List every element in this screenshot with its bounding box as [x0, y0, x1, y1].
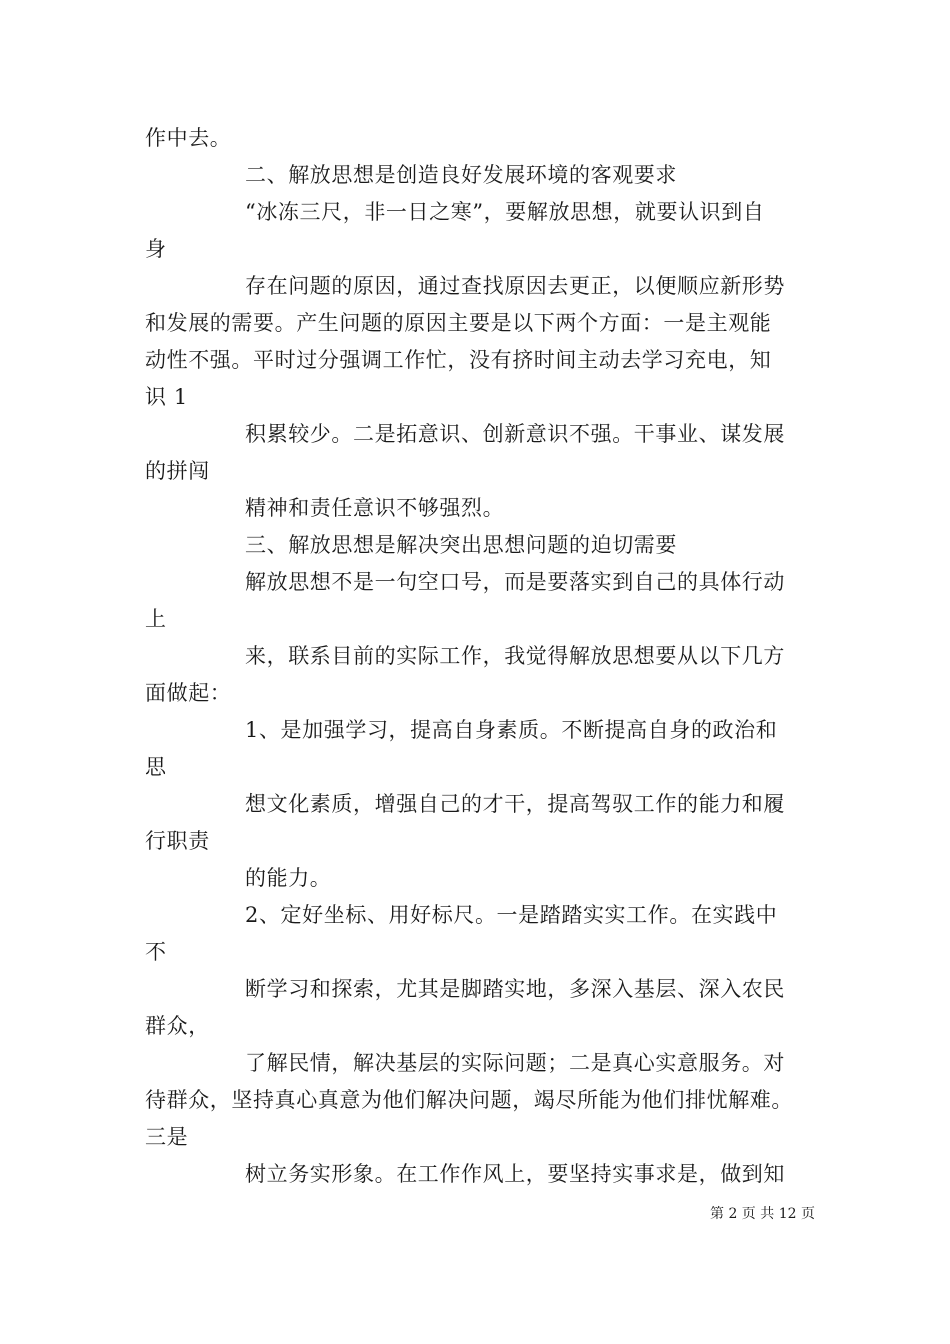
text-line: 的拼闯 — [145, 459, 210, 483]
text-line: 二、解放思想是创造良好发展环境的客观要求 — [245, 163, 677, 187]
document-body — [145, 120, 825, 1193]
text-line: 上 — [145, 607, 167, 631]
text-line: 的能力。 — [245, 866, 332, 890]
text-line: 思 — [145, 755, 167, 779]
page-footer: 第 2 页 共 12 页 — [710, 1206, 815, 1222]
text-line: 树立务实形象。在工作作风上，要坚持实事求是，做到知 — [245, 1162, 785, 1186]
text-line: 解放思想不是一句空口号，而是要落实到自己的具体行动 — [245, 570, 785, 594]
text-line: 积累较少。二是拓意识、创新意识不强。干事业、谋发展 — [245, 422, 785, 446]
text-line: “冰冻三尺，非一日之寒”，要解放思想，就要认识到自 — [245, 200, 765, 224]
text-line: 身 — [145, 237, 167, 261]
text-line: 精神和责任意识不够强烈。 — [245, 496, 505, 520]
text-line: 断学习和探索，尤其是脚踏实地，多深入基层、深入农民 — [245, 977, 785, 1001]
text-line: 存在问题的原因，通过查找原因去更正，以便顺应新形势 — [245, 274, 785, 298]
text-line: 想文化素质，增强自己的才干，提高驾驭工作的能力和履 — [245, 792, 785, 816]
text-line: 行职责 — [145, 829, 210, 853]
text-line: 2、定好坐标、用好标尺。一是踏踏实实工作。在实践中 — [245, 903, 778, 927]
text-line: 三、解放思想是解决突出思想问题的迫切需要 — [245, 533, 677, 557]
text-line: 面做起： — [145, 681, 232, 705]
text-line: 识 1 — [145, 385, 188, 409]
text-line: 待群众，坚持真心真意为他们解决问题，竭尽所能为他们排忧解难。 — [145, 1088, 793, 1112]
text-line: 群众， — [145, 1014, 210, 1038]
text-line: 动性不强。平时过分强调工作忙，没有挤时间主动去学习充电，知 — [145, 348, 772, 372]
text-line: 不 — [145, 940, 167, 964]
text-line: 了解民情，解决基层的实际问题；二是真心实意服务。对 — [245, 1051, 785, 1075]
text-line: 来，联系目前的实际工作，我觉得解放思想要从以下几方 — [245, 644, 785, 668]
text-line: 三是 — [145, 1125, 189, 1149]
text-line: 1、是加强学习，提高自身素质。不断提高自身的政治和 — [245, 718, 778, 742]
text-line: 作中去。 — [145, 126, 232, 150]
text-line: 和发展的需要。产生问题的原因主要是以下两个方面：一是主观能 — [145, 311, 772, 335]
